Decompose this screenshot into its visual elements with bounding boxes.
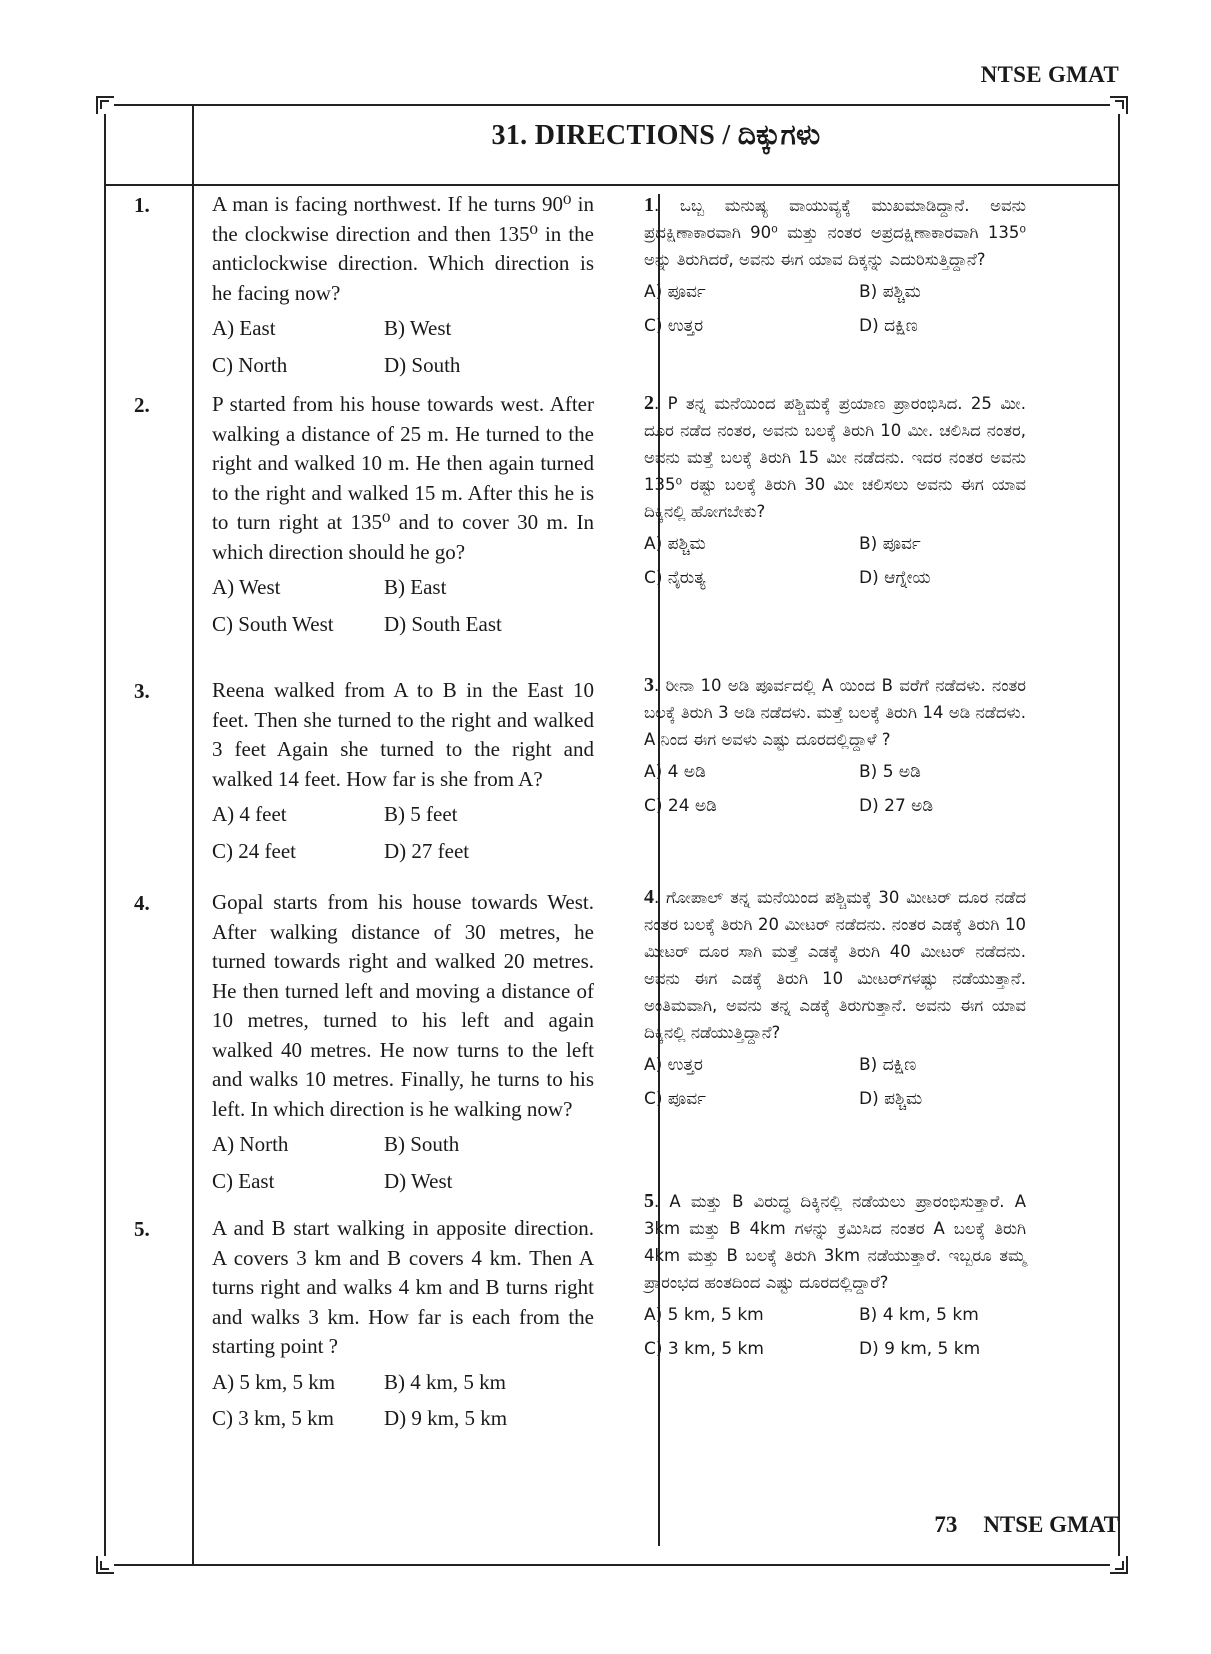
- question-text: ಗೋಪಾಲ್ ತನ್ನ ಮನೆಯಿಂದ ಪಶ್ಚಿಮಕ್ಕೆ 30 ಮೀಟರ್ ದೂರ ನಡೆದ ನಂತರ ಬಲಕ್ಕೆ ತಿರುಗಿ 20 ಮೀಟರ್ ನಡೆದನು. ನಂತರ ಎಡಕ್ಕೆ ತಿರುಗಿ 10 ಮೀಟರ್ ದೂರ ಸಾಗಿ ಮತ್ತೆ ಎಡಕ್ಕೆ ತಿರುಗಿ 40 ಮೀಟರ್ ನಡೆದನು. ಅವನು ಈಗ ಎಡಕ್ಕೆ ತಿರುಗಿ 10 ಮೀಟರ್‌ಗಳಷ್ಟು ನಡೆಯುತ್ತಾನೆ. ಅಂತಿಮವಾಗಿ, ಅವನು ತನ್ನ ಎಡಕ್ಕೆ ತಿರುಗುತ್ತಾನೆ. ಅವನು ಈಗ ಯಾವ ದಿಕ್ಕಿನಲ್ಲಿ ನಡೆಯುತ್ತಿದ್ದಾನೆ?: [644, 888, 1027, 1042]
- question-kannada: 5. A ಮತ್ತು B ವಿರುದ್ಧ ದಿಕ್ಕಿನಲ್ಲಿ ನಡೆಯಲು ಪ್ರಾರಂಭಿಸುತ್ತಾರೆ. A 3km ಮತ್ತು B 4km ಗಳನ್ನು ಕ್ರಮಿಸಿದ ನಂತರ A ಬಲಕ್ಕೆ ತಿರುಗಿ 4km ಮತ್ತು B ಬಲಕ್ಕೆ ತಿರುಗಿ 3km ನಡೆಯುತ್ತಾರೆ. ಇಬ್ಬರೂ ತಮ್ಮ ಪ್ರಾರಂಭದ ಹಂತದಿಂದ ಎಷ್ಟು ದೂರದಲ್ಲಿದ್ದಾರೆ? A) 5 km, 5 km B) 4 km, 5 km C) 3 km, 5 km D) 9 km, 5 km: [644, 1188, 1026, 1363]
- question-text: A ಮತ್ತು B ವಿರುದ್ಧ ದಿಕ್ಕಿನಲ್ಲಿ ನಡೆಯಲು ಪ್ರಾರಂಭಿಸುತ್ತಾರೆ. A 3km ಮತ್ತು B 4km ಗಳನ್ನು ಕ್ರಮಿಸಿದ ನಂತರ A ಬಲಕ್ಕೆ ತಿರುಗಿ 4km ಮತ್ತು B ಬಲಕ್ಕೆ ತಿರುಗಿ 3km ನಡೆಯುತ್ತಾರೆ. ಇಬ್ಬರೂ ತಮ್ಮ ಪ್ರಾರಂಭದ ಹಂತದಿಂದ ಎಷ್ಟು ದೂರದಲ್ಲಿದ್ದಾರೆ?: [644, 1192, 1026, 1292]
- option-c: C) 24 ಅಡಿ: [644, 796, 717, 816]
- option-d: D) 27 ಅಡಿ: [859, 796, 934, 816]
- options: [212, 573, 594, 639]
- option-d: D) 27 feet: [384, 838, 470, 863]
- question-english: [212, 190, 594, 380]
- question-text: P ತನ್ನ ಮನೆಯಿಂದ ಪಶ್ಚಿಮಕ್ಕೆ ಪ್ರಯಾಣ ಪ್ರಾರಂಭಿಸಿದ. 25 ಮೀ. ದೂರ ನಡೆದ ನಂತರ, ಅವನು ಬಲಕ್ಕೆ ತಿರುಗಿ 10 ಮೀ. ಚಲಿಸಿದ ನಂತರ, ಅವನು ಮತ್ತೆ ಬಲಕ್ಕೆ ತಿರುಗಿ 15 ಮೀ ನಡೆದನು. ಇದರ ನಂತರ ಅವನು 135⁰ ರಷ್ಟು ಬಲಕ್ಕೆ ತಿರುಗಿ 30 ಮೀ ಚಲಿಸಲು ಅವನು ಈಗ ಯಾವ ದಿಕ್ಕಿನಲ್ಲಿ ಹೋಗಬೇಕು?: [644, 394, 1026, 521]
- question-kannada: 3. ರೀನಾ 10 ಅಡಿ ಪೂರ್ವದಲ್ಲಿ A ಯಿಂದ B ವರೆಗೆ ನಡೆದಳು. ನಂತರ ಬಲಕ್ಕೆ ತಿರುಗಿ 3 ಅಡಿ ನಡೆದಳು. ಮತ್ತೆ ಬಲಕ್ಕೆ ತಿರುಗಿ 14 ಅಡಿ ನಡೆದಳು. A ನಿಂದ ಈಗ ಅವಳು ಎಷ್ಟು ದೂರದಲ್ಲಿದ್ದಾಳೆ ? A) 4 ಅಡಿ B) 5 ಅಡಿ C) 24 ಅಡಿ D) 27 ಅಡಿ: [644, 672, 1026, 820]
- option-a: A) 5 km, 5 km: [212, 1369, 336, 1394]
- option-c: C) ನೈರುತ್ಯ: [644, 568, 706, 588]
- options: [212, 1130, 594, 1196]
- question-number: 5.: [134, 1217, 150, 1241]
- question-kannada: 4. ಗೋಪಾಲ್ ತನ್ನ ಮನೆಯಿಂದ ಪಶ್ಚಿಮಕ್ಕೆ 30 ಮೀಟರ್ ದೂರ ನಡೆದ ನಂತರ ಬಲಕ್ಕೆ ತಿರುಗಿ 20 ಮೀಟರ್ ನಡೆದನು. ನಂತರ ಎಡಕ್ಕೆ ತಿರುಗಿ 10 ಮೀಟರ್ ದೂರ ಸಾಗಿ ಮತ್ತೆ ಎಡಕ್ಕೆ ತಿರುಗಿ 40 ಮೀಟರ್ ನಡೆದನು. ಅವನು ಈಗ ಎಡಕ್ಕೆ ತಿರುಗಿ 10 ಮೀಟರ್‌ಗಳಷ್ಟು ನಡೆಯುತ್ತಾನೆ. ಅಂತಿಮವಾಗಿ, ಅವನು ತನ್ನ ಎಡಕ್ಕೆ ತಿರುಗುತ್ತಾನೆ. ಅವನು ಈಗ ಯಾವ ದಿಕ್ಕಿನಲ್ಲಿ ನಡೆಯುತ್ತಿದ್ದಾನೆ? A) ಉತ್ತರ B) ದಕ್ಷಿಣ C) ಪೂರ್ವ D) ಪಶ್ಚಿಮ: [644, 884, 1026, 1113]
- option-c: C) 24 feet: [212, 838, 296, 863]
- option-b: B) West: [384, 316, 452, 340]
- option-a: A) 4 feet: [212, 802, 287, 826]
- question-text: Reena walked from A to B in the East 10 feet. Then she turned to the right and walked 3 feet Again she turned to the right and walked 14 feet. How far is she from A?: [212, 678, 594, 791]
- option-d: D) 9 km, 5 km: [859, 1339, 981, 1359]
- option-a: A) ಉತ್ತರ: [644, 1055, 703, 1075]
- kannada-question-number: 5: [644, 1190, 654, 1212]
- question-number: 2.: [134, 393, 150, 417]
- options: [212, 314, 594, 380]
- header-tag: NTSE GMAT: [980, 62, 1119, 87]
- option-d: D) South East: [384, 611, 502, 636]
- kannada-question-number: 3: [644, 674, 654, 696]
- options: [644, 759, 1026, 820]
- options: [212, 800, 594, 866]
- option-b: B) ದಕ್ಷಿಣ: [859, 1055, 917, 1075]
- option-b: B) 5 ಅಡಿ: [859, 762, 921, 782]
- footer-label: NTSE GMAT: [983, 1512, 1119, 1537]
- option-c: C) North: [212, 352, 288, 377]
- option-c: C) South West: [212, 611, 334, 636]
- question-text: ರೀನಾ 10 ಅಡಿ ಪೂರ್ವದಲ್ಲಿ A ಯಿಂದ B ವರೆಗೆ ನಡೆದಳು. ನಂತರ ಬಲಕ್ಕೆ ತಿರುಗಿ 3 ಅಡಿ ನಡೆದಳು. ಮತ್ತೆ ಬಲಕ್ಕೆ ತಿರುಗಿ 14 ಅಡಿ ನಡೆದಳು. A ನಿಂದ ಈಗ ಅವಳು ಎಷ್ಟು ದೂರದಲ್ಲಿದ್ದಾಳೆ ?: [644, 676, 1026, 749]
- option-d: D) ಆಗ್ನೇಯ: [859, 568, 931, 588]
- question-number: 3.: [134, 679, 150, 703]
- options: [212, 1368, 594, 1434]
- option-b: B) 4 km, 5 km: [384, 1369, 506, 1394]
- corner-ornament: [96, 96, 114, 114]
- option-a: A) 4 ಅಡಿ: [644, 762, 706, 782]
- question-text: A man is facing northwest. If he turns 90⁰ in the clockwise direction and then 135⁰ in the anticlockwise direction. Which direction is he facing now?: [212, 192, 594, 305]
- option-c: C) ಪೂರ್ವ: [644, 1089, 706, 1109]
- option-b: B) ಪೂರ್ವ: [859, 534, 921, 554]
- option-d: D) South: [384, 352, 461, 377]
- corner-ornament: [96, 1556, 114, 1574]
- option-b: B) South: [384, 1132, 460, 1156]
- option-c: C) 3 km, 5 km: [212, 1406, 334, 1430]
- page-frame: [104, 104, 1120, 1566]
- option-c: C) 3 km, 5 km: [644, 1339, 764, 1359]
- option-b: B) 5 feet: [384, 802, 458, 826]
- option-d: D) ಪಶ್ಚಿಮ: [859, 1089, 923, 1109]
- corner-ornament: [1110, 96, 1128, 114]
- option-d: D) ದಕ್ಷಿಣ: [859, 316, 918, 336]
- option-c: C) East: [212, 1168, 275, 1193]
- option-a: A) ಪಶ್ಚಿಮ: [644, 534, 706, 554]
- kannada-question-number: 1: [644, 194, 654, 216]
- option-a: A) East: [212, 316, 276, 340]
- option-a: A) 5 km, 5 km: [644, 1305, 764, 1325]
- question-text: P started from his house towards west. After walking a distance of 25 m. He turned to the right and walked 10 m. He then again turned to the right and walked 15 m. After this he is to turn right at 135⁰ and to cover 30 m. In which direction should he go?: [212, 392, 594, 564]
- option-a: A) ಪೂರ್ವ: [644, 282, 706, 302]
- option-b: B) East: [384, 575, 447, 599]
- kannada-question-number: 4: [644, 886, 654, 908]
- options: [644, 279, 1026, 340]
- option-b: B) ಪಶ್ಚಿಮ: [859, 282, 921, 302]
- options: [644, 1052, 1026, 1113]
- corner-ornament: [1110, 1556, 1128, 1574]
- question-kannada: 2. P ತನ್ನ ಮನೆಯಿಂದ ಪಶ್ಚಿಮಕ್ಕೆ ಪ್ರಯಾಣ ಪ್ರಾರಂಭಿಸಿದ. 25 ಮೀ. ದೂರ ನಡೆದ ನಂತರ, ಅವನು ಬಲಕ್ಕೆ ತಿರುಗಿ 10 ಮೀ. ಚಲಿಸಿದ ನಂತರ, ಅವನು ಮತ್ತೆ ಬಲಕ್ಕೆ ತಿರುಗಿ 15 ಮೀ ನಡೆದನು. ಇದರ ನಂತರ ಅವನು 135⁰ ರಷ್ಟು ಬಲಕ್ಕೆ ತಿರುಗಿ 30 ಮೀ ಚಲಿಸಲು ಅವನು ಈಗ ಯಾವ ದಿಕ್ಕಿನಲ್ಲಿ ಹೋಗಬೇಕು? A) ಪಶ್ಚಿಮ B) ಪೂರ್ವ C) ನೈರುತ್ಯ D) ಆಗ್ನೇಯ: [644, 390, 1026, 592]
- number-column-divider: [192, 106, 194, 1564]
- question-text: Gopal starts from his house towards West. After walking distance of 30 metres, he turned towards right and walked 20 metres. He then turned left and moving a distance of 10 metres, turned to his left and again walked 40 metres. He now turns to the left and walks 10 metres. Finally, he turns to his left. In which direction is he walking now?: [212, 890, 594, 1121]
- option-c: C) ಉತ್ತರ: [644, 316, 704, 336]
- kannada-question-number: 2: [644, 392, 654, 414]
- options: [644, 531, 1026, 592]
- question-english: [212, 888, 594, 1196]
- option-b: B) 4 km, 5 km: [859, 1305, 979, 1325]
- options: [644, 1302, 1026, 1363]
- question-text: A and B start walking in apposite direction. A covers 3 km and B covers 4 km. Then A turns right and walks 4 km and B turns right and walks 3 km. How far is each from the starting point ?: [212, 1216, 594, 1358]
- page-footer: [934, 1512, 1119, 1538]
- option-d: D) West: [384, 1168, 453, 1193]
- question-number: 4.: [134, 891, 150, 915]
- question-english: [212, 390, 594, 639]
- option-d: D) 9 km, 5 km: [384, 1406, 508, 1430]
- title-divider: [106, 184, 1118, 186]
- option-a: A) West: [212, 575, 281, 599]
- question-kannada: 1. ಒಬ್ಬ ಮನುಷ್ಯ ವಾಯುವ್ಯಕ್ಕೆ ಮುಖಮಾಡಿದ್ದಾನೆ. ಅವನು ಪ್ರದಕ್ಷಿಣಾಕಾರವಾಗಿ 90⁰ ಮತ್ತು ನಂತರ ಅಪ್ರದಕ್ಷಿಣಾಕಾರವಾಗಿ 135⁰ ಅನ್ನು ತಿರುಗಿದರೆ, ಅವನು ಈಗ ಯಾವ ದಿಕ್ಕನ್ನು ಎದುರಿಸುತ್ತಿದ್ದಾನೆ? A) ಪೂರ್ವ B) ಪಶ್ಚಿಮ C) ಉತ್ತರ D) ದಕ್ಷಿಣ: [644, 192, 1026, 340]
- page-number: 73: [934, 1512, 958, 1537]
- question-english: [212, 676, 594, 866]
- chapter-title: 31. DIRECTIONS / ದಿಕ್ಕುಗಳು: [491, 120, 821, 151]
- question-text: ಒಬ್ಬ ಮನುಷ್ಯ ವಾಯುವ್ಯಕ್ಕೆ ಮುಖಮಾಡಿದ್ದಾನೆ. ಅವನು ಪ್ರದಕ್ಷಿಣಾಕಾರವಾಗಿ 90⁰ ಮತ್ತು ನಂತರ ಅಪ್ರದಕ್ಷಿಣಾಕಾರವಾಗಿ 135⁰ ಅನ್ನು ತಿರುಗಿದರೆ, ಅವನು ಈಗ ಯಾವ ದಿಕ್ಕನ್ನು ಎದುರಿಸುತ್ತಿದ್ದಾನೆ?: [644, 196, 1026, 269]
- option-a: A) North: [212, 1132, 289, 1156]
- question-number: 1.: [134, 193, 150, 217]
- question-english: [212, 1214, 594, 1434]
